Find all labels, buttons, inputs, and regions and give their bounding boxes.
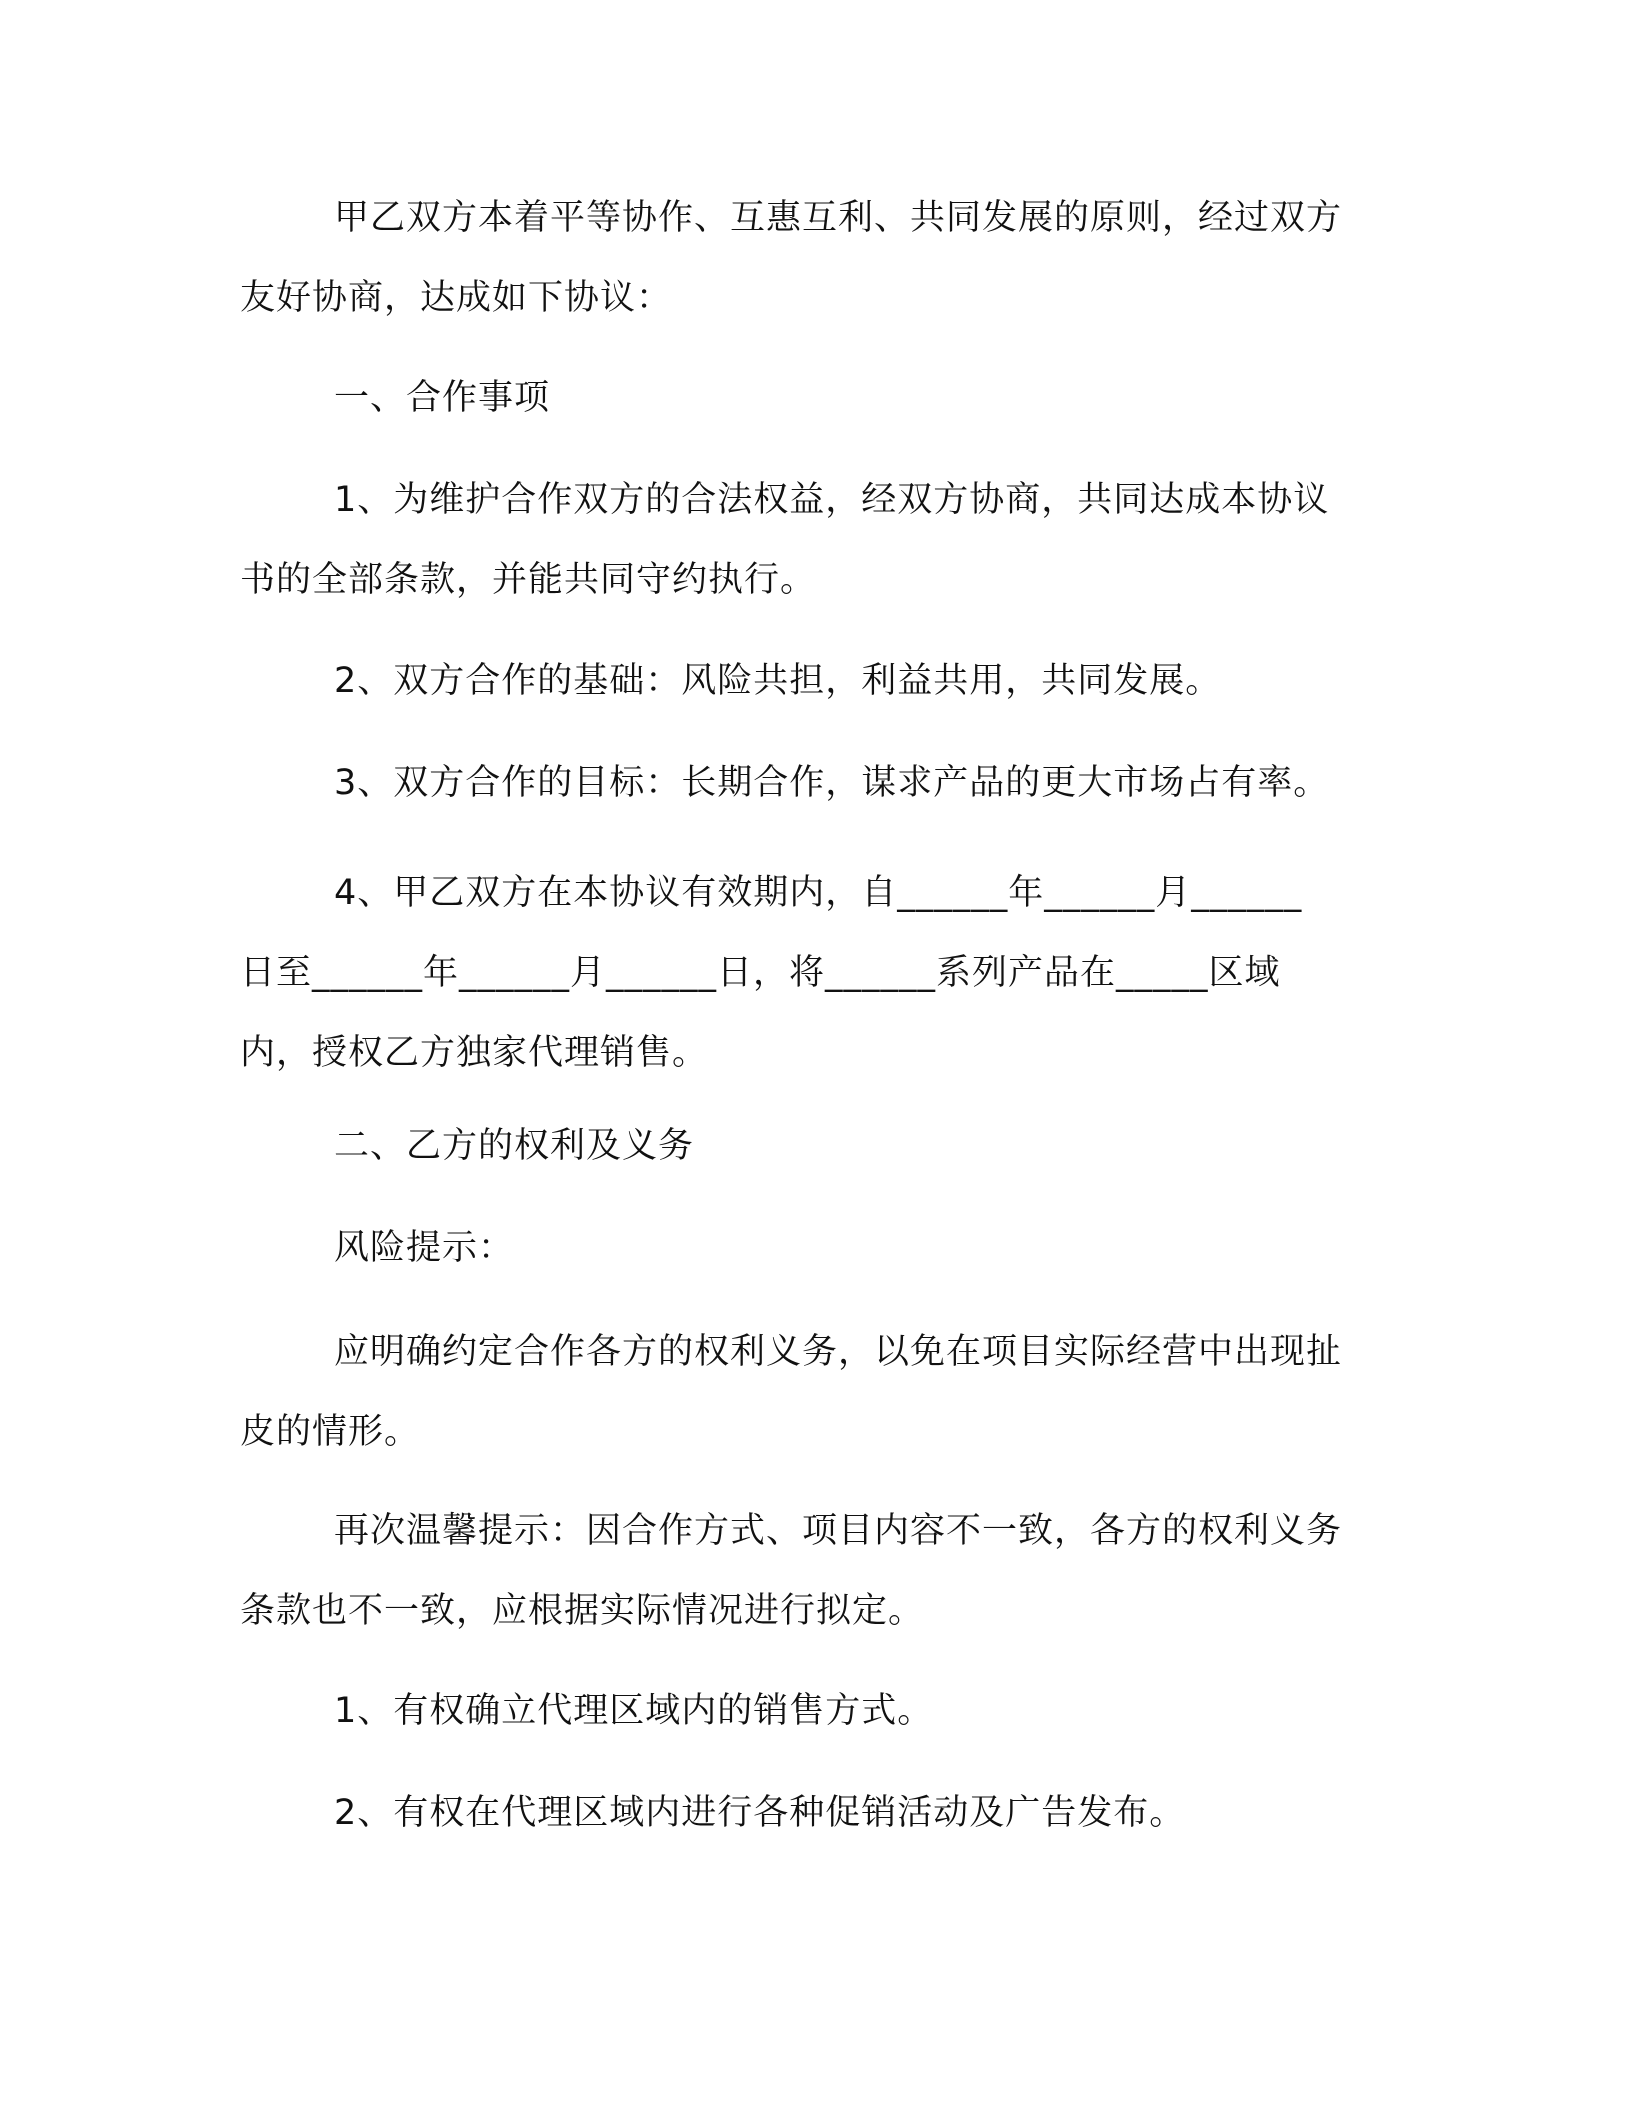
text-line: 1、为维护合作双方的合法权益，经双方协商，共同达成本协议 [334, 480, 1330, 520]
text-line: 4、甲乙双方在本协议有效期内，自______年______月______ [334, 873, 1303, 913]
text-line: 3、双方合作的目标：长期合作，谋求产品的更大市场占有率。 [334, 763, 1330, 803]
clause-1 [240, 460, 1380, 620]
reminder-text [240, 1491, 1380, 1651]
text-line: 2、双方合作的基础：风险共担，利益共用，共同发展。 [334, 661, 1222, 701]
section-heading-text: 一、合作事项 [334, 378, 551, 418]
clause-2 [240, 641, 1380, 721]
text-line: 友好协商，达成如下协议： [240, 278, 673, 318]
rights-item-1 [240, 1671, 1380, 1751]
text-line: 日至______年______月______日，将______系列产品在_____区域 [240, 953, 1281, 993]
text-line: 2、有权在代理区域内进行各种促销活动及广告发布。 [334, 1793, 1186, 1833]
text-line: 应明确约定合作各方的权利义务，以免在项目实际经营中出现扯 [334, 1332, 1343, 1372]
text-line: 甲乙双方本着平等协作、互惠互利、共同发展的原则，经过双方 [334, 198, 1343, 238]
rights-item-2 [240, 1773, 1380, 1853]
text-line: 皮的情形。 [240, 1412, 421, 1452]
clause-3 [240, 743, 1380, 823]
risk-notice-text [240, 1312, 1380, 1472]
text-line: 1、有权确立代理区域内的销售方式。 [334, 1691, 934, 1731]
text-line: 风险提示： [334, 1228, 515, 1268]
section-heading-rights [240, 1106, 1380, 1186]
paragraph-intro [240, 178, 1380, 338]
text-line: 内，授权乙方独家代理销售。 [240, 1033, 709, 1073]
section-heading-text: 二、乙方的权利及义务 [334, 1126, 695, 1166]
section-heading-cooperation [240, 358, 1380, 438]
text-line: 再次温馨提示：因合作方式、项目内容不一致，各方的权利义务 [334, 1511, 1343, 1551]
text-line: 书的全部条款，并能共同守约执行。 [240, 560, 817, 600]
risk-notice-label [240, 1208, 1380, 1288]
clause-4 [240, 853, 1380, 1093]
text-line: 条款也不一致，应根据实际情况进行拟定。 [240, 1591, 925, 1631]
